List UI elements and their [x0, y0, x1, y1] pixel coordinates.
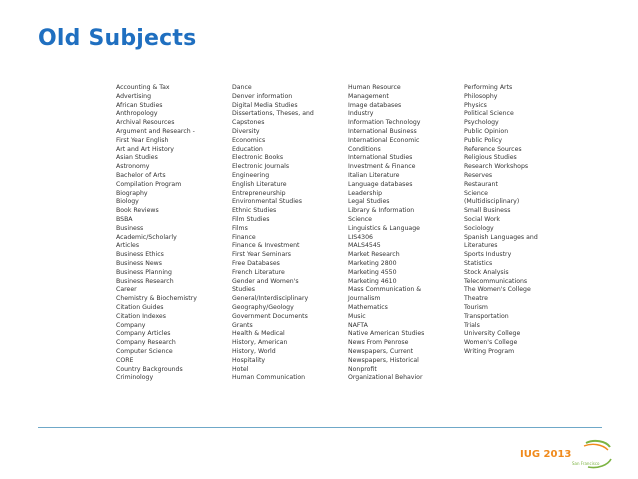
subject-item: Social Work: [464, 215, 500, 223]
subject-item: Dissertations, Theses, and: [232, 110, 314, 118]
subject-item: Environmental Studies: [232, 198, 302, 206]
subject-item: Company: [116, 321, 146, 329]
subject-item: Gender and Women's: [232, 277, 299, 285]
subject-item: Management: [348, 92, 389, 100]
subject-item: Conditions: [348, 145, 381, 153]
subject-item: Asian Studies: [116, 154, 158, 162]
subject-item: Finance & Investment: [232, 242, 300, 250]
subject-item: African Studies: [116, 101, 163, 109]
subject-item: Business Planning: [116, 268, 172, 276]
subject-item: Statistics: [464, 259, 493, 267]
subject-item: Newspapers, Current: [348, 347, 414, 355]
subject-item: Capstones: [232, 119, 265, 127]
subject-item: Engineering: [232, 171, 270, 179]
subject-item: Denver information: [232, 92, 293, 100]
subject-item: Book Reviews: [116, 207, 159, 215]
subject-item: Advertising: [116, 92, 152, 100]
subject-item: Film Studies: [232, 215, 270, 223]
subject-item: Films: [232, 224, 248, 232]
subject-item: Anthropology: [116, 110, 158, 118]
subject-item: Education: [232, 145, 263, 153]
subject-item: (Multidisciplinary): [464, 198, 520, 206]
subject-item: Sports Industry: [464, 251, 512, 259]
subject-item: Health & Medical: [232, 330, 285, 338]
subject-item: Marketing 2800: [348, 259, 397, 267]
subjects-column-2: [232, 84, 314, 383]
subject-item: Research Workshops: [464, 163, 529, 171]
subject-item: Ethnic Studies: [232, 207, 277, 215]
subject-item: Small Business: [464, 207, 511, 215]
subject-item: Citation Indexes: [116, 312, 166, 320]
subject-item: Business News: [116, 259, 162, 267]
subject-item: Mass Communication &: [348, 286, 422, 294]
subject-item: Human Communication: [232, 374, 306, 382]
subject-item: Psychology: [464, 119, 499, 127]
subject-item: Writing Program: [464, 347, 515, 355]
subject-item: Organizational Behavior: [348, 374, 423, 382]
subject-item: Astronomy: [116, 163, 150, 171]
subject-item: First Year Seminars: [232, 251, 292, 259]
footer-divider: [38, 427, 602, 428]
subject-item: Business Research: [116, 277, 174, 285]
subject-item: Company Articles: [116, 330, 171, 338]
subject-item: Human Resource: [348, 84, 401, 91]
subject-item: Biology: [116, 198, 139, 206]
subject-item: Dance: [232, 84, 252, 91]
subject-item: Business Ethics: [116, 251, 164, 259]
subject-item: Accounting & Tax: [116, 84, 170, 91]
subject-item: Hotel: [232, 365, 249, 373]
subject-item: Transportation: [464, 312, 509, 320]
subject-item: Trials: [464, 321, 480, 329]
subject-item: Bachelor of Arts: [116, 171, 166, 179]
subject-item: Country Backgrounds: [116, 365, 183, 373]
subject-item: Women's College: [464, 339, 518, 347]
subject-item: Native American Studies: [348, 330, 425, 338]
subject-item: International Economic: [348, 136, 420, 144]
subject-item: Career: [116, 286, 137, 294]
subject-item: CORE: [116, 356, 134, 364]
subject-item: Linguistics & Language: [348, 224, 420, 232]
subject-item: Library & Information: [348, 207, 415, 215]
subject-item: Industry: [348, 110, 374, 118]
subject-item: Italian Literature: [348, 171, 400, 179]
iug-2013-logo: [516, 437, 612, 471]
subject-item: Archival Resources: [116, 119, 175, 127]
subject-item: Diversity: [232, 127, 260, 135]
subject-item: Information Technology: [348, 119, 421, 127]
subject-item: NAFTA: [348, 321, 368, 329]
subjects-column-3: [348, 84, 424, 383]
subject-item: Company Research: [116, 339, 176, 347]
subject-item: Physics: [464, 101, 487, 109]
subject-item: Political Science: [464, 110, 514, 118]
subject-item: Government Documents: [232, 312, 308, 320]
subject-item: General/Interdisciplinary: [232, 295, 309, 303]
subject-item: Art and Art History: [116, 145, 174, 153]
subject-item: Legal Studies: [348, 198, 390, 206]
subject-item: Sociology: [464, 224, 494, 232]
subject-item: Hospitality: [232, 356, 266, 364]
subjects-column-1: [116, 84, 197, 383]
subject-item: Public Policy: [464, 136, 503, 144]
subject-item: Criminology: [116, 374, 154, 382]
subject-item: Music: [348, 312, 366, 320]
subject-item: Reference Sources: [464, 145, 522, 153]
subject-item: Studies: [232, 286, 255, 294]
subject-item: Marketing 4610: [348, 277, 397, 285]
subject-item: Mathematics: [348, 303, 388, 311]
subject-item: International Business: [348, 127, 417, 135]
subject-item: Public Opinion: [464, 127, 509, 135]
subject-item: Articles: [116, 242, 140, 250]
subject-item: Spanish Languages and: [464, 233, 538, 241]
subject-item: Theatre: [464, 295, 488, 303]
subject-item: French Literature: [232, 268, 285, 276]
subject-item: Business: [116, 224, 144, 232]
subject-item: Newspapers, Historical: [348, 356, 419, 364]
subject-item: Science: [348, 215, 372, 223]
subject-item: Literatures: [464, 242, 498, 250]
subject-item: BSBA: [116, 215, 133, 223]
subject-item: Electronic Journals: [232, 163, 290, 171]
subject-item: Compilation Program: [116, 180, 182, 188]
subject-item: Leadership: [348, 189, 383, 197]
subject-item: History, World: [232, 347, 276, 355]
subject-item: Restaurant: [464, 180, 498, 188]
subject-item: Journalism: [348, 295, 381, 303]
subject-item: Electronic Books: [232, 154, 284, 162]
subject-item: Geography/Geology: [232, 303, 294, 311]
subject-item: Market Research: [348, 251, 400, 259]
subject-item: Tourism: [464, 303, 488, 311]
subject-item: First Year English: [116, 136, 169, 144]
subject-item: Science: [464, 189, 488, 197]
subject-item: Citation Guides: [116, 303, 164, 311]
subject-item: Stock Analysis: [464, 268, 509, 276]
subject-item: Religious Studies: [464, 154, 517, 162]
slide-title: Old Subjects: [38, 26, 197, 51]
subject-item: Finance: [232, 233, 256, 241]
subject-item: English Literature: [232, 180, 287, 188]
subject-item: Performing Arts: [464, 84, 513, 91]
subject-item: Image databases: [348, 101, 402, 109]
subject-item: Nonprofit: [348, 365, 377, 373]
subject-item: Telecommunications: [464, 277, 528, 285]
subject-item: Reserves: [464, 171, 493, 179]
logo-subtext: San Francisco: [572, 461, 600, 466]
subject-item: Digital Media Studies: [232, 101, 298, 109]
subject-item: Grants: [232, 321, 253, 329]
subject-item: Academic/Scholarly: [116, 233, 177, 241]
subject-item: Investment & Finance: [348, 163, 416, 171]
subject-item: LIS4306: [348, 233, 373, 241]
subject-item: Chemistry & Biochemistry: [116, 295, 197, 303]
subject-item: Free Databases: [232, 259, 280, 267]
subject-item: International Studies: [348, 154, 413, 162]
subject-item: Argument and Research -: [116, 127, 195, 135]
subject-item: Economics: [232, 136, 266, 144]
subject-item: University College: [464, 330, 521, 338]
subject-item: Computer Science: [116, 347, 173, 355]
subject-item: News From Penrose: [348, 339, 409, 347]
logo-text: IUG 2013: [520, 449, 572, 460]
subject-item: Marketing 4550: [348, 268, 397, 276]
subject-item: Language databases: [348, 180, 413, 188]
subject-item: Biography: [116, 189, 148, 197]
subject-item: Philosophy: [464, 92, 498, 100]
subject-item: Entrepreneurship: [232, 189, 286, 197]
subject-item: History, American: [232, 339, 288, 347]
subject-item: The Women's College: [464, 286, 531, 294]
subject-item: MALS4545: [348, 242, 381, 250]
subjects-column-4: [464, 84, 538, 357]
